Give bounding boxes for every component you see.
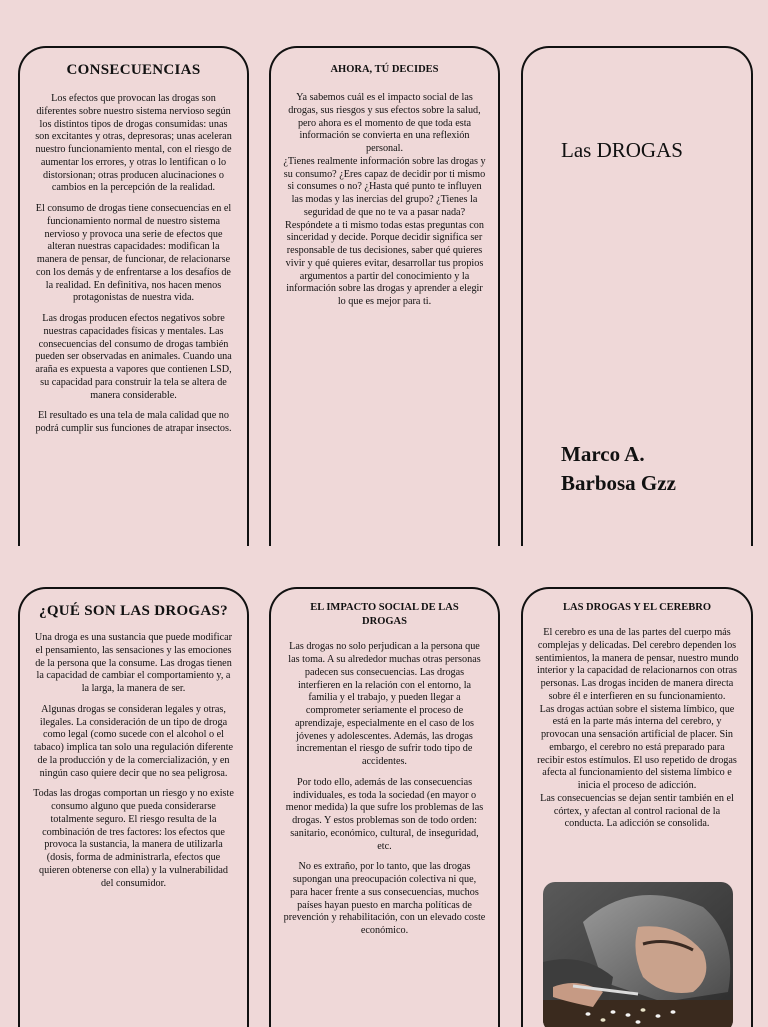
paragraph: Las drogas producen efectos negativos sobre nuestras capacidades físicas y mentales. Las consecuencias del consumo de drogas también pueden ser observadas en animales. Cuando una araña es expuesta a vapores que contienen LSD, su capacidad para construir la tela se altera de manera considerable.: [35, 313, 232, 401]
que-son-body: [20, 632, 247, 890]
paragraph: Los efectos que provocan las drogas son diferentes sobre nuestro sistema nervioso según los distintos tipos de drogas consumidas: unas son excitantes y otras, depresoras; unas aceleran nuestro funcionamiento mental, con el riesgo de aumentar los errores, y otras lo lentifican o lo distorsionan; otras producen alucinaciones o cambios en la percepción de la realidad.: [35, 93, 232, 194]
cerebro-title: LAS DROGAS Y EL CEREBRO: [562, 602, 711, 613]
cover-author: [561, 440, 676, 499]
panel-ahora-tu-decides: [269, 46, 500, 546]
paragraph: Todas las drogas comportan un riesgo y no existe consumo alguno que pueda considerarse totalmente seguro. El riesgo resulta de la combinación de tres factores: los efectos que provoca la sustancia, la manera de utilizarla (dosis, forma de administrarla, efectos que quieren obtenerse con ella) y la vulnerabilidad del consumidor.: [33, 788, 234, 889]
ahora-body: [271, 92, 498, 309]
cover-title: Las DROGAS: [561, 138, 683, 162]
panel-cover: [521, 46, 753, 546]
ahora-title: AHORA, TÚ DECIDES: [330, 64, 439, 75]
paragraph: Algunas drogas se consideran legales y otras, ilegales. La consideración de un tipo de droga como legal (como sucede con el alcohol o el tabaco) implica tan solo una regulación diferente de la producción y de la comercialización, y en ningún caso quiere decir que no sea peligrosa.: [33, 703, 234, 779]
photo-illustration: [543, 882, 733, 1027]
paragraph: No es extraño, por lo tanto, que las drogas supongan una preocupación colectiva ni que, para hacer frente a sus consecuencias, muchos países hayan puesto en marcha políticas de prevención y rehabilitación, con un elevado coste económico.: [283, 861, 486, 937]
paragraph: El resultado es una tela de mala calidad que no podrá cumplir sus funciones de atrapar insectos.: [35, 410, 232, 434]
panel-consecuencias: [18, 46, 249, 546]
paragraph: Una droga es una sustancia que puede modificar el pensamiento, las sensaciones y las emociones de la persona que la consume. Las drogas tienen la capacidad de cambiar el comportamiento y, a la larga, la manera de ser.: [34, 632, 233, 694]
consecuencias-title: CONSECUENCIAS: [66, 62, 201, 78]
consecuencias-body: [20, 93, 247, 436]
paragraph: Ya sabemos cuál es el impacto social de las drogas, sus riesgos y sus efectos sobre la salud, pero ahora es el momento de que toda esta información se convierta en una reflexión personal. ¿Tienes realmente información sobre las drogas y su consumo? ¿Eres capaz de decidir por ti mismo si consumes o no? ¿Hasta qué punto te influyen las modas y las inercias del grupo? ¿Tienes la seguridad de que no te va a pasar nada? Respóndete a ti mismo todas estas preguntas con sinceridad y decide. Porque decidir significa ser responsable de tus decisiones, saber qué quieres vivir y qué quieres evitar, desarrollar tus propios argumentos a partir del conocimiento y la información sobre las drogas y aprender a elegir lo que es mejor para ti.: [283, 92, 486, 308]
panel-impacto-social: [269, 587, 500, 1027]
impacto-body: [271, 641, 498, 938]
hooded-person-photo: [543, 882, 733, 1027]
author-second-line: Barbosa Gzz: [561, 471, 676, 496]
impacto-title: EL IMPACTO SOCIAL DE LAS DROGAS: [310, 602, 459, 628]
author-first-line: Marco A.: [561, 442, 645, 466]
cerebro-body: [523, 627, 751, 831]
que-son-title: ¿QUÉ SON LAS DROGAS?: [39, 603, 228, 619]
paragraph: Las drogas no solo perjudican a la persona que las toma. A su alrededor muchas otras personas padecen sus consecuencias. Las drogas interfieren en la relación con el entorno, la familia y el trabajo, y pueden llegar a comprometer seriamente el proceso de aprendizaje, especialmente en el caso de los jóvenes y adolescentes. Además, las drogas incrementan el riesgo de sufrir todo tipo de accidentes.: [288, 641, 481, 768]
paragraph: Por todo ello, además de las consecuencias individuales, es toda la sociedad (en mayor o menor medida) la que sufre los problemas de las drogas. Y estos problemas son de todo orden: sanitario, económico, cultural, de inseguridad, etc.: [285, 776, 484, 852]
panel-drogas-y-cerebro: [521, 587, 753, 1027]
paragraph: El cerebro es una de las partes del cuerpo más complejas y delicadas. Del cerebro dependen los sentimientos, la manera de pensar, nuestro mundo interior y la capacidad de relacionarnos con otras personas. Las drogas inciden de manera directa sobre él e interfieren en su funcionamiento. Las drogas actúan sobre el sistema límbico, que está en la parte más interna del cerebro, y provocan una sensación artificial de placer. Sin embargo, el cerebro no está preparado para recibir estos estímulos. El uso repetido de drogas afecta al funcionamiento del sistema límbico e inicia el proceso de adicción. Las consecuencias se dejan sentir también en el córtex, y afectan al control racional de la conducta. La adicción se consolida.: [535, 627, 739, 830]
panel-que-son-las-drogas: [18, 587, 249, 1027]
paragraph: El consumo de drogas tiene consecuencias en el funcionamiento normal de nuestro sistema nervioso y provoca una serie de efectos que alteran nuestras capacidades: modifican la manera de pensar, de funcionar, de relacionarse con los demás y de enfrentarse a los desafíos de la realidad. En definitiva, nos hacen menos protagonistas de nuestra vida.: [35, 203, 232, 304]
